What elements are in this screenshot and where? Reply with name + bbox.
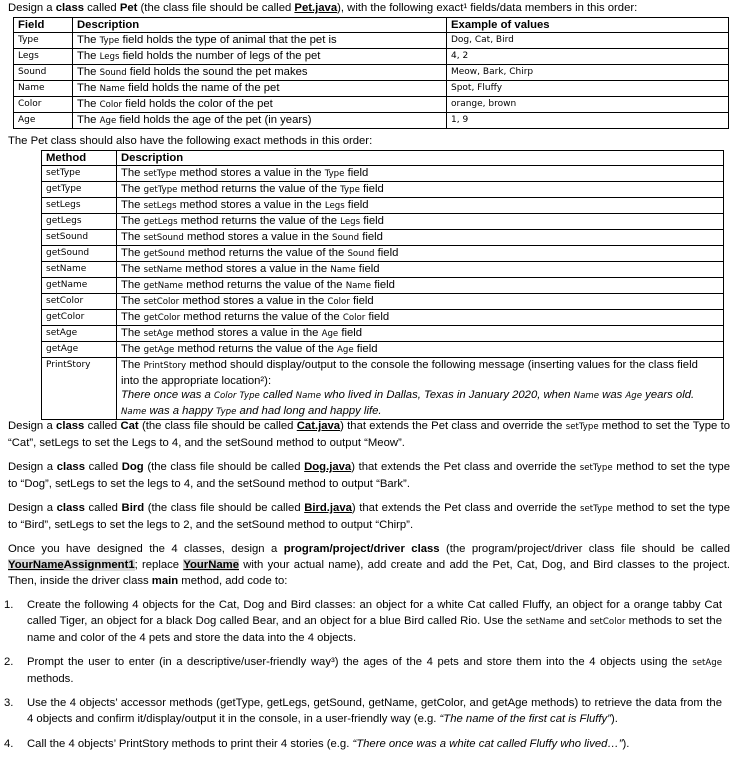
fields-header-field: Field: [14, 18, 73, 33]
table-row: [14, 81, 729, 97]
table-row: [14, 49, 729, 65]
field-description: The Type field holds the type of animal that the pet is: [73, 33, 447, 49]
table-row: [42, 278, 724, 294]
table-row: [14, 97, 729, 113]
table-row: [42, 166, 724, 182]
method-name: setName: [42, 262, 117, 278]
field-example: Meow, Bark, Chirp: [447, 65, 729, 81]
table-row: [42, 358, 724, 420]
driver-paragraph: Once you have designed the 4 classes, design a program/project/driver class (the program/project/driver class file should be called YourNameAssignment1; replace YourName with your actual name), add create and add the Pet, Cat, Dog, and Bird classes to the project. Then, inside the driver class main method, add code to:: [8, 543, 731, 587]
method-name: setType: [42, 166, 117, 182]
method-name: getSound: [42, 246, 117, 262]
method-name: setSound: [42, 230, 117, 246]
field-name: Sound: [14, 65, 73, 81]
method-description: The getName method returns the value of the Name field: [117, 278, 724, 294]
field-name: Color: [14, 97, 73, 113]
method-description: The setName method stores a value in the Name field: [117, 262, 724, 278]
methods-label: The Pet class should also have the following exact methods in this order:: [8, 135, 373, 147]
dog-paragraph: Design a class called Dog (the class file should be called Dog.java) that extends the Pet class and override the setType method to set the type to “Dog”, setLegs to set the legs to 4, and the setSound method to output “Bark”.: [8, 461, 730, 490]
table-row: [42, 198, 724, 214]
table-row: [14, 113, 729, 129]
method-name: getName: [42, 278, 117, 294]
field-description: The Legs field holds the number of legs of the pet: [73, 49, 447, 65]
table-row: [42, 214, 724, 230]
method-name: getColor: [42, 310, 117, 326]
method-name: setLegs: [42, 198, 117, 214]
story-template: There once was a Color Type called Name who lived in Dallas, Texas in January 2020, when Name was Age years old. Name was a happy Type and had long and happy life.: [121, 389, 695, 417]
field-example: Spot, Fluffy: [447, 81, 729, 97]
field-description: The Age field holds the age of the pet (in years): [73, 113, 447, 129]
table-row: [42, 246, 724, 262]
method-name: setColor: [42, 294, 117, 310]
methods-table: [41, 150, 724, 420]
fields-header-example: Example of values: [447, 18, 729, 33]
field-name: Name: [14, 81, 73, 97]
table-row: [42, 230, 724, 246]
method-name: setAge: [42, 326, 117, 342]
method-description: The setColor method stores a value in the Color field: [117, 294, 724, 310]
fields-table: [13, 17, 729, 129]
field-name: Age: [14, 113, 73, 129]
method-description: The getColor method returns the value of the Color field: [117, 310, 724, 326]
method-description: The setType method stores a value in the Type field: [117, 166, 724, 182]
table-row: [42, 326, 724, 342]
method-description: The getType method returns the value of the Type field: [117, 182, 724, 198]
field-example: orange, brown: [447, 97, 729, 113]
field-name: Type: [14, 33, 73, 49]
method-description: The getSound method returns the value of the Sound field: [117, 246, 724, 262]
table-row: [14, 65, 729, 81]
method-description: The getLegs method returns the value of the Legs field: [117, 214, 724, 230]
field-description: The Sound field holds the sound the pet makes: [73, 65, 447, 81]
cat-paragraph: Design a class called Cat (the class file should be called Cat.java) that extends the Pet class and override the setType method to set the Type to “Cat”, setLegs to set the Legs to 4, and the setSound method to output “Meow”.: [8, 420, 730, 449]
bird-paragraph: Design a class called Bird (the class file should be called Bird.java) that extends the Pet class and override the setType method to set the type to “Bird”, setLegs to set the legs to 2, and the setSound method to output “Chirp”.: [8, 502, 730, 531]
method-description: The getAge method returns the value of the Age field: [117, 342, 724, 358]
fields-header-description: Description: [73, 18, 447, 33]
methods-header-method: Method: [42, 151, 117, 166]
method-name: getLegs: [42, 214, 117, 230]
method-name: getType: [42, 182, 117, 198]
intro-line: Design a class called Pet (the class file should be called Pet.java), with the following exact¹ fields/data members in this order:: [8, 2, 638, 14]
method-name: getAge: [42, 342, 117, 358]
table-row: [14, 33, 729, 49]
field-example: 4, 2: [447, 49, 729, 65]
method-description: The setAge method stores a value in the Age field: [117, 326, 724, 342]
table-row: [42, 342, 724, 358]
methods-header-description: Description: [117, 151, 724, 166]
table-row: [42, 294, 724, 310]
field-example: Dog, Cat, Bird: [447, 33, 729, 49]
field-name: Legs: [14, 49, 73, 65]
method-description: The PrintStory method should display/output to the console the following message (inserting values for the class field into the appropriate location²): There once was a Color Type called Name who lived in Dallas, Texas in January 2020, when Name was Age years old. Name was a happy Type and had long and happy life.: [117, 358, 724, 420]
method-name: PrintStory: [42, 358, 117, 420]
table-row: [42, 262, 724, 278]
table-row: [42, 182, 724, 198]
field-description: The Color field holds the color of the pet: [73, 97, 447, 113]
method-description: The setLegs method stores a value in the Legs field: [117, 198, 724, 214]
table-row: [42, 310, 724, 326]
field-example: 1, 9: [447, 113, 729, 129]
field-description: The Name field holds the name of the pet: [73, 81, 447, 97]
method-description: The setSound method stores a value in the Sound field: [117, 230, 724, 246]
